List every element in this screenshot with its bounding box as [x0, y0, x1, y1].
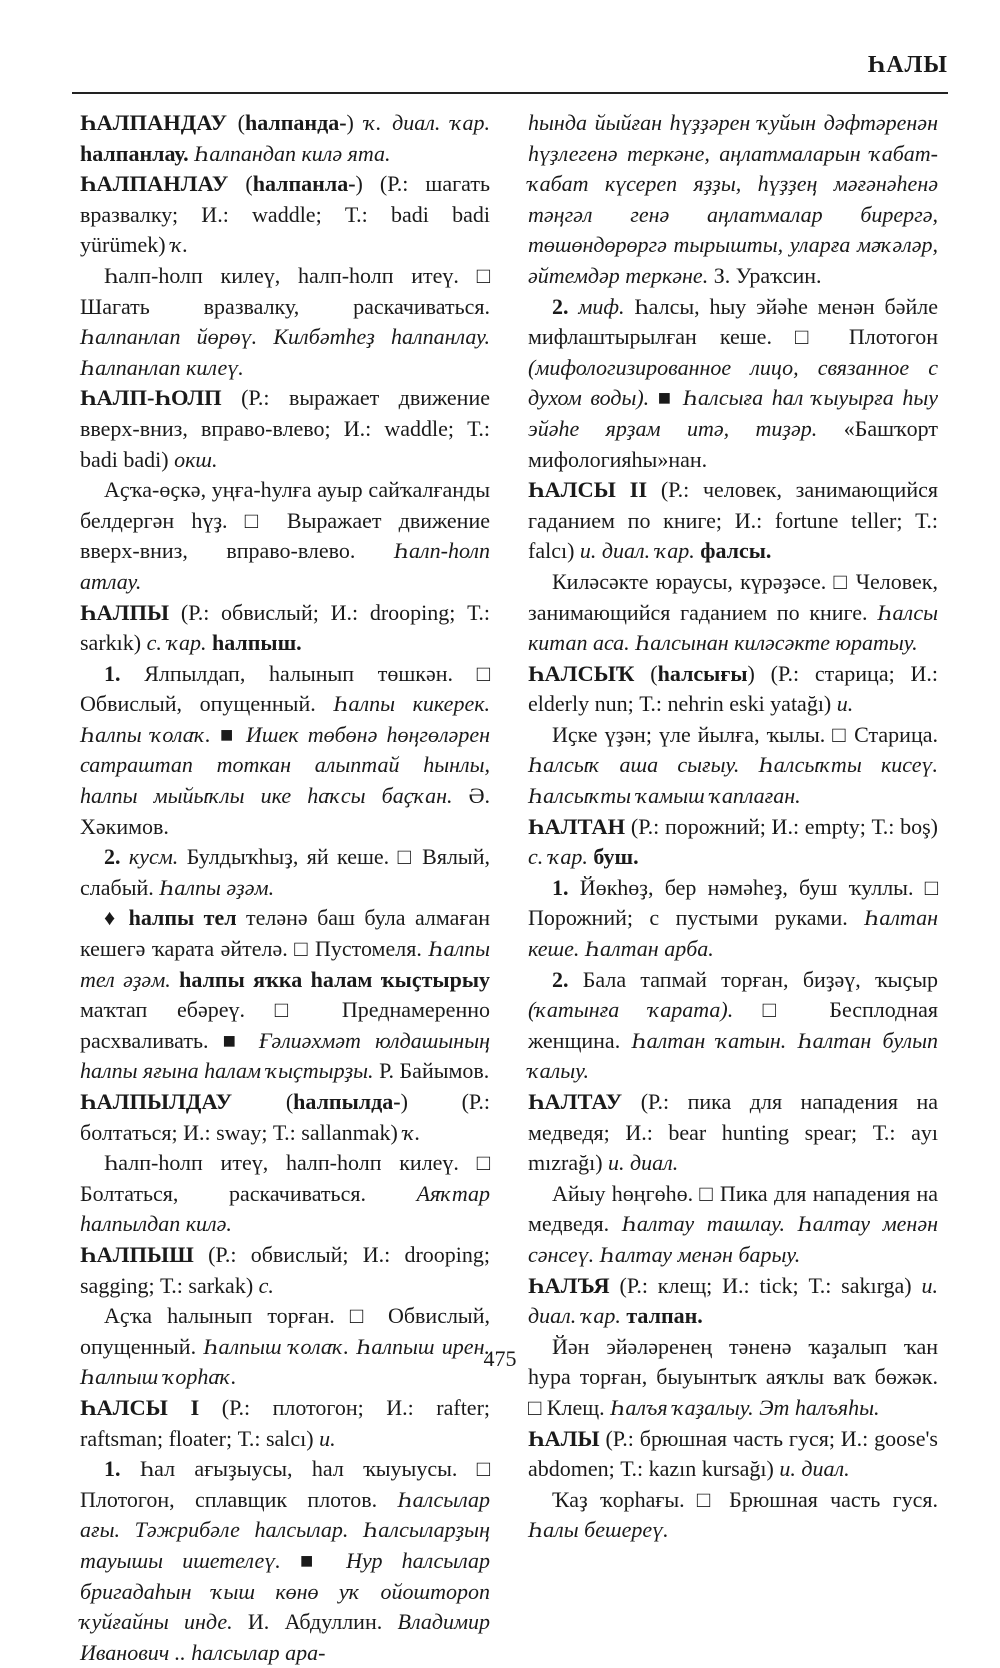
bold-text: һалпанда- [244, 110, 347, 135]
definition [528, 1179, 938, 1271]
bold-text: һалсығы [657, 660, 748, 686]
cross-reference: һалпыш. [211, 630, 302, 656]
quotation: Ғәлиәхмәт юлдашының һалпы яғына һалам ҡыҫтырҙы. [80, 1027, 491, 1084]
text: ) (Р.: болтаться; И.: sway; Т.: sallanmak) [80, 1089, 490, 1145]
quotation: Һалсыға һал ҡыуырға һыу эйәһе ярҙам итә, тиҙәр. [528, 385, 938, 441]
grammar-label: ҡ. [403, 1119, 421, 1145]
cross-reference: талпан. [626, 1303, 703, 1329]
sense [528, 292, 938, 476]
text: Йөкһөҙ, бер нәмәһеҙ, буш ҡуллы. □ Порожний; с пустыми руками. [528, 874, 938, 931]
text: (Р.: порожний; И.: empty; Т.: boş) [625, 813, 938, 839]
definition [80, 261, 490, 383]
text [171, 967, 179, 992]
entry-halsyk [528, 659, 938, 720]
headword: ҺАЛП-ҺОЛП [80, 385, 222, 411]
headword: ҺАЛТАУ [528, 1089, 623, 1114]
sense [528, 965, 938, 1087]
text: □ Бесплодная женщина. [528, 997, 939, 1053]
entry-halpanlau [80, 169, 490, 261]
text: Ялпылдап, һалынып төшкән. □ Обвислый, опущенный. [80, 660, 490, 717]
example: Һалп-һолп атлау. [80, 538, 490, 594]
grammar-label: и. диал. [779, 1456, 850, 1482]
sense-number: 1. [552, 874, 569, 900]
author: З. Ураҡсин. [708, 262, 822, 288]
entry-halpy [80, 598, 490, 659]
sense-number: 1. [104, 660, 121, 686]
grammar-label: с. ҡар. [146, 630, 207, 656]
entry-haly [528, 1424, 938, 1485]
headword: ҺАЛСЫҠ [528, 660, 635, 686]
text: (Р.: плотогон; И.: rafter; raftsman; floater; Т.: salcı) [80, 1394, 491, 1451]
definition [80, 475, 490, 597]
text: (Р.: пика для нападения на медведя; И.: bear hunting spear; Т.: ayı mızrağı) [528, 1089, 938, 1176]
definition [528, 720, 938, 812]
left-column [80, 108, 490, 1668]
cross-reference: һалпанлау. [80, 140, 189, 166]
gloss: (мифологизированное лицо, связанное с духом воды). [528, 354, 938, 411]
continued-quotation [528, 108, 938, 292]
text: ) [346, 110, 365, 135]
headword: ҺАЛТАН [528, 813, 626, 839]
entry-haltan [528, 812, 938, 873]
definition [528, 567, 938, 659]
example: Аяҡтар һалпылдап килә. [80, 1180, 490, 1237]
example: Һалъя ҡаҙалыу. Эт һалъяһы. [610, 1394, 880, 1420]
text: ( [228, 171, 253, 197]
sense-number: 1. [104, 1456, 121, 1482]
author: «Башҡорт мифологияһы»нан. [528, 415, 938, 472]
text: ( [634, 660, 658, 686]
example: Һалтан кеше. Һалтан арба. [528, 905, 938, 962]
grammar-label: с. ҡар. [528, 844, 588, 870]
grammar-label: миф. [578, 293, 625, 319]
headword: ҺАЛСЫ I [80, 1394, 200, 1420]
entry-halpyldau [80, 1087, 490, 1148]
grammar-label: и. [836, 691, 854, 717]
header-rule [72, 92, 948, 94]
gloss: (ҡатынға ҡарата). [528, 997, 734, 1023]
text: Айыу һөңгөһө. □ Пика для нападения на медведя. [528, 1180, 938, 1237]
text: Һал ағыҙыусы, һал ҡыуыусы. □ Плотогон, сплавщик плотов. [80, 1456, 490, 1512]
text: Киләсәкте юраусы, күрәҙәсе. □ Человек, занимающийся гаданием по книге. [528, 568, 938, 625]
running-header: ҺАЛЫ [867, 52, 948, 78]
grammar-label: и. [319, 1425, 336, 1451]
phrase-head: ♦ һалпы тел [104, 905, 237, 931]
entry-haltau [528, 1087, 938, 1179]
text: (Р.: брюшная часть гуся; И.: goose's abdomen; Т.: kazın kursağı) [528, 1425, 938, 1482]
cross-reference: фалсы. [700, 538, 772, 564]
text: теләнә баш була алмаған кешегә ҡарата әйтелә. □ Пустомеля. [80, 905, 491, 962]
entry-halp-holp [80, 383, 490, 475]
headword: ҺАЛПАНЛАУ [80, 171, 229, 197]
headword: ҺАЛЫ [528, 1425, 600, 1451]
text: (Р.: обвислый; И.: drooping; sagging; Т.: sarkak) [80, 1241, 490, 1298]
sense-number: 2. [552, 966, 569, 992]
sense [80, 842, 490, 903]
headword: ҺАЛПАНДАУ [80, 110, 228, 135]
grammar-label: и. диал. [608, 1150, 679, 1176]
quotation: Нур һалсылар бригадаһын ҡыш көнө уҡ ойоштороп ҡуйғайны инде. [80, 1547, 490, 1635]
text: Ҡаҙ ҡорһағы. □ Брюшная часть гуся. [552, 1486, 938, 1512]
entry-halpandau [80, 108, 490, 169]
grammar-label: и. диал. ҡар. [579, 538, 695, 564]
example: Һалсыҡ аша сығыу. Һалсыҡты кисеү. Һалсыҡты ҡамыш ҡаплаған. [528, 752, 938, 809]
bold-text: һалпанла- [252, 171, 356, 197]
text: ) (Р.: шагать вразвалку; И.: waddle; Т.: badi badi yürümek) [80, 171, 490, 258]
text: (Р.: выражает движение вверх-вниз, вправо-влево; И.: waddle; Т.: badi badi) [80, 385, 490, 472]
text: ■ [280, 1547, 347, 1573]
sense-number: 2. [552, 293, 569, 319]
text: Аҫҡа һалынып торған. □ Обвислый, опущенный. [80, 1303, 490, 1359]
phrase-head: һалпы яҡка һалам ҡыҫтырыу [179, 966, 491, 992]
author: Ә. Хәкимов. [80, 783, 491, 839]
definition [80, 1148, 490, 1240]
quotation: Владимир Иванович .. һалсылар ара- [80, 1609, 490, 1665]
text: (Р.: человек, занимающийся гаданием по книге; И.: fortune teller; Т.: falcı) [528, 477, 938, 564]
example: Һалтау ташлау. Һалтау менән сәнсеү. Һалтау менән барыу. [528, 1211, 939, 1267]
text: Иҫке үҙән; үле йылға, ҡылы. □ Старица. [552, 721, 938, 747]
example: Һалсылар ағы. Тәжрибәле һалсылар. Һалсыларҙың тауышы ишетелеү. [80, 1486, 490, 1573]
text [569, 294, 579, 319]
text: ( [227, 110, 245, 135]
entry-halsy-2 [528, 475, 938, 567]
example: Һалпы кикерек. Һалпы ҡолаҡ. [80, 691, 490, 747]
page-number: 475 [483, 1346, 517, 1371]
text: (Р.: обвислый; И.: drooping; Т.: sarkık) [80, 599, 490, 656]
entry-halsy-1 [80, 1393, 490, 1454]
bold-text: һалпылда- [293, 1089, 401, 1114]
text: Бала тапмай торған, биҙәү, ҡыҫыр [568, 966, 938, 992]
grammar-label: ҡ. [171, 232, 189, 258]
definition [528, 1485, 938, 1546]
right-column [528, 108, 938, 1546]
example: Һалтан ҡатын. Һалтан булып ҡалыу. [528, 1027, 939, 1084]
quotation: Ишек төбөнә һөңгөләрен сатраштап тоткан алыптай һынлы, һалпы мыйыҡлы ике һаҡсы баҫҡан. [80, 721, 491, 809]
cross-reference: буш. [593, 844, 639, 870]
author: И. Абдуллин. [232, 1609, 398, 1635]
text: Булдыҡһыҙ, яй кеше. □ Вялый, слабый. [80, 844, 490, 900]
sense-number: 2. [104, 844, 121, 870]
grammar-label: кусм. [128, 844, 179, 870]
text: Һалп-һолп килеү, һалп-һолп итеү. □ Шагать вразвалку, раскачиваться. [80, 262, 490, 319]
text: ■ [210, 721, 247, 747]
example: Һалпандап килә ята. [194, 140, 391, 166]
sense [528, 873, 938, 965]
example: Һалпы әҙәм. [159, 874, 275, 900]
phrase [80, 903, 490, 1087]
headword: ҺАЛПЫ [80, 599, 170, 625]
sense [80, 1454, 490, 1668]
headword: ҺАЛПЫШ [80, 1241, 194, 1267]
example: Һалпанлап йөрөү. Килбәтһеҙ һалпанлау. Һалпанлап килеү. [80, 324, 490, 380]
grammar-label: с. [258, 1272, 274, 1298]
text: ■ [649, 385, 683, 411]
text [121, 844, 129, 869]
text: ) (Р.: старица; И.: elderly nun; Т.: nehrin eski yatağı) [528, 660, 938, 717]
headword: ҺАЛСЫ II [528, 477, 648, 503]
example: Һалпыш ҡолаҡ. Һалпыш ирен. Һалпыш ҡорһаҡ. [80, 1333, 490, 1390]
text: (Р.: клещ; И.: tick; Т.: sakırga) [609, 1272, 922, 1298]
grammar-label: и. диал. ҡар. [528, 1272, 938, 1329]
example: Һалсы китап аса. Һалсынан киләсәкте юратыу. [528, 599, 938, 656]
text: Аҫҡа-өҫкә, уңға-һулға ауыр сайҡалғанды белдергән һүҙ. □ Выражает движение вверх-вниз, вправо-влево. [80, 477, 490, 564]
entry-halya [528, 1271, 938, 1332]
entry-halpysh [80, 1240, 490, 1301]
headword: ҺАЛПЫЛДАУ [80, 1089, 233, 1114]
sense [80, 659, 490, 843]
grammar-label: ҡ. диал. ҡар. [364, 110, 491, 135]
example: Һалпы тел әҙәм. [80, 936, 490, 992]
text: Йән эйәләренең тәненә ҡаҙалып ҡан һура торған, быуынтыҡ аяҡлы ваҡ бөжәк. □ Клещ. [528, 1333, 938, 1420]
author: Р. Байымов. [373, 1058, 490, 1084]
text: маҡтап ебәреү. □ Преднамеренно расхваливать. ■ [80, 997, 490, 1053]
grammar-label: окш. [174, 446, 218, 472]
text: ( [232, 1089, 294, 1114]
example: Һалы бешереү. [528, 1517, 669, 1543]
headword: ҺАЛЪЯ [528, 1272, 610, 1298]
quotation: һында йыйған һүҙҙәрен ҡуйын дәфтәренән һүҙлегенә теркәне, аңлатмаларын ҡабат-ҡабат күсереп яҙҙы, һүҙҙең мәғәнәһенә тәңгәл генә аңлатмалар бирергә, төшөндөрөргә тырышты, уларға мәҡәләр, әйтемдәр теркәне. [528, 110, 938, 288]
text: Һалп-һолп итеү, һалп-һолп килеү. □ Болтаться, раскачиваться. [80, 1150, 490, 1206]
text: Һалсы, һыу эйәһе менән бәйле мифлаштырылған кеше. □ Плотогон [528, 293, 939, 350]
